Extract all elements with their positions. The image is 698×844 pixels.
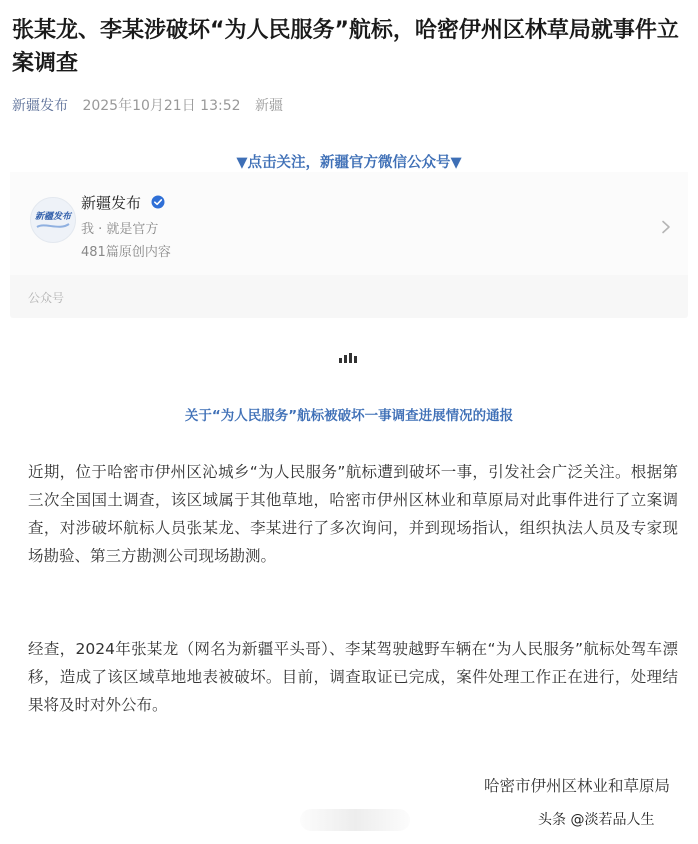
article-meta bbox=[12, 95, 283, 115]
notice-paragraph: 经查，2024年张某龙（网名为新疆平头哥）、李某驾驶越野车辆在“为人民服务”航标处驾车漂移，造成了该区域草地地表被破坏。目前，调查取证已完成，案件处理工作正在进行，处理结果将及时对外公布。 bbox=[28, 640, 678, 714]
blurred-watermark bbox=[300, 809, 410, 831]
toutiao-watermark: 头条 @淡若品人生 bbox=[538, 812, 655, 828]
article-source-link[interactable]: 新疆发布 bbox=[12, 98, 68, 114]
account-logo-icon bbox=[31, 198, 75, 242]
notice-paragraph: 近期，位于哈密市伊州区沁城乡“为人民服务”航标遭到破坏一事，引发社会广泛关注。根据第三次全国国土调查，该区域属于其他草地，哈密市伊州区林业和草原局对此事件进行了立案调查，对涉破坏航标人员张某龙、李某进行了多次询问，并到现场指认，组织执法人员及专家现场勘验、第三方勘测公司现场勘测。 bbox=[28, 463, 678, 565]
follow-banner[interactable]: ▼点击关注，新疆官方微信公众号▼ bbox=[236, 155, 462, 171]
account-name: 新疆发布 bbox=[81, 194, 142, 212]
account-logo-text: 新疆发布 bbox=[34, 212, 72, 222]
notice-title: 关于“为人民服务”航标被破坏一事调查进展情况的通报 bbox=[184, 408, 514, 424]
notice-signature: 哈密市伊州区林业和草原局 bbox=[483, 777, 670, 795]
account-card-body[interactable] bbox=[10, 172, 688, 275]
article-date: 2025年10月21日 13:52 bbox=[82, 98, 241, 114]
article-title: 张某龙、李某涉破坏“为人民服务”航标，哈密伊州区林草局就事件立案调查 bbox=[12, 18, 679, 76]
article-location: 新疆 bbox=[254, 98, 283, 114]
account-card[interactable] bbox=[10, 172, 688, 318]
account-avatar bbox=[30, 197, 76, 243]
account-subtitle: 我 · 就是官方 bbox=[81, 222, 159, 237]
chevron-right-icon[interactable] bbox=[661, 220, 671, 234]
loading-icon bbox=[339, 353, 361, 363]
verified-icon bbox=[151, 195, 165, 209]
account-card-footer: 公众号 bbox=[28, 291, 65, 305]
account-article-count: 481篇原创内容 bbox=[81, 245, 171, 260]
